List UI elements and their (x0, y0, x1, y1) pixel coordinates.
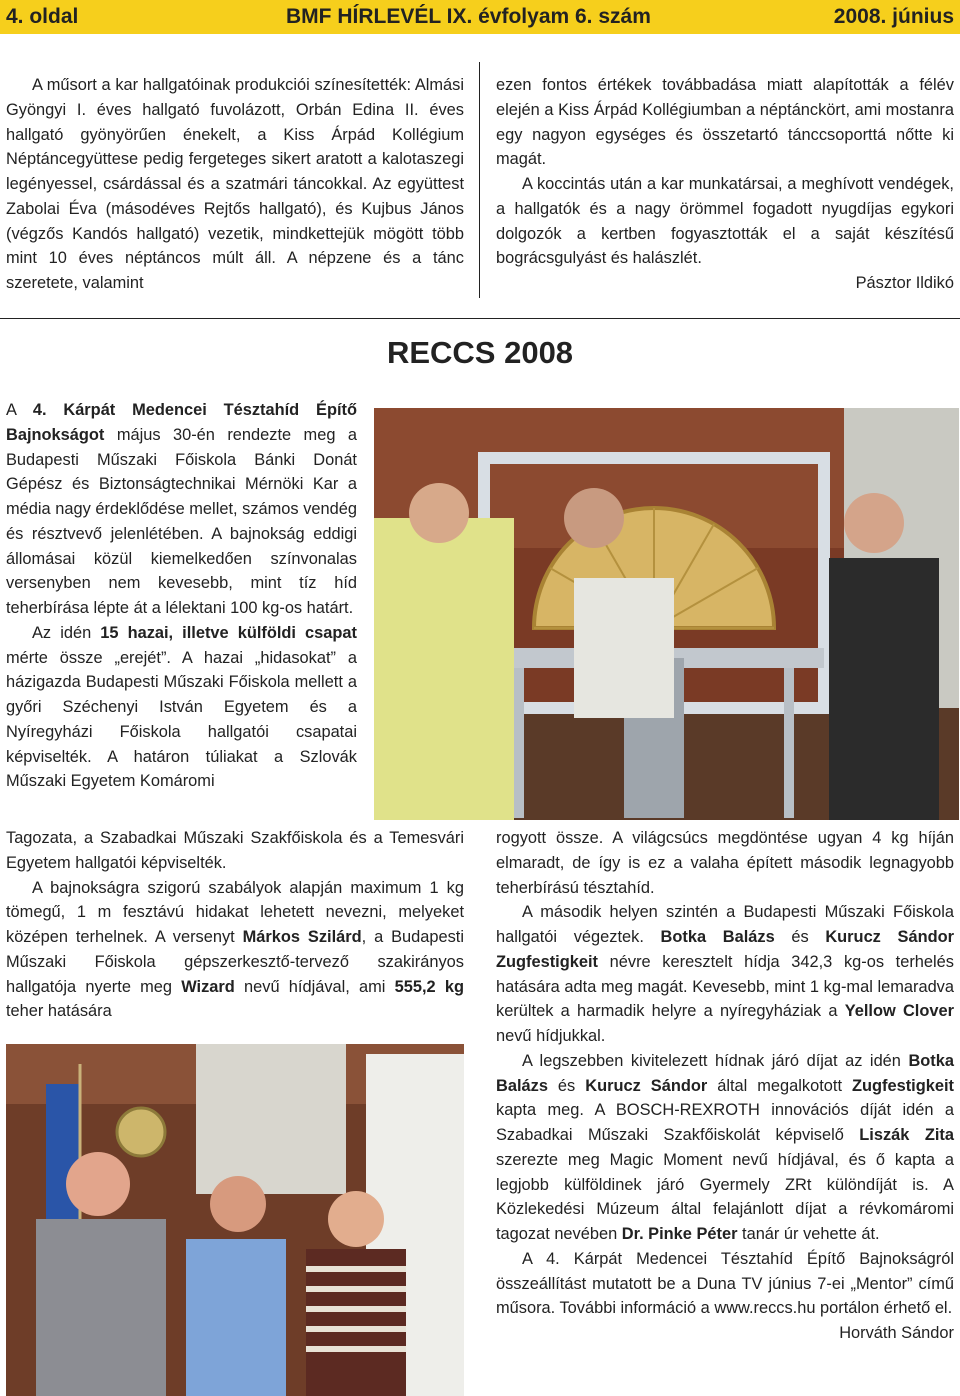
article1-paragraph: ezen fontos értékek továbbadása miatt alapították a félév elején a Kiss Árpád Kollégiumban a néptánckört, ami mostanra egy nagyon egységes és összetartó tánccsoporttá nőtte ki magát. (496, 76, 954, 169)
article1-left-column (6, 73, 464, 296)
article2-paragraph: rogyott össze. A világcsúcs megdöntése ugyan 4 kg híján elmaradt, de így is ez a valaha épített második legnagyobb teherbírású tésztahíd. (496, 829, 954, 897)
article2-author: Horváth Sándor (839, 1324, 954, 1342)
event-name: 4. Kárpát Medencei Tésztahíd Építő Bajnokságot (6, 401, 357, 444)
article2-paragraph: A 4. Kárpát Medencei Tésztahíd Építő Bajnokságot május 30-én rendezte meg a Budapesti Műszaki Főiskola Bánki Donát Gépész és Biztonságtechnikai Mérnöki Kar a média nagy érdeklődése mellet, számos vendég és résztvevő jelenlétében. A bajnokság eddigi állomásai közül kiemelkedően színvonalas versenyben nem kevesebb, mint tíz híd teherbírása lépte át a lélektani 100 kg-os határt. (6, 401, 357, 617)
article2-paragraph: A bajnokságra szigorú szabályok alapján maximum 1 kg tömegű, 1 m fesztávú hidakat lehetett nevezni, melyeket középen terhelnek. A versenyt Márkos Szilárd, a Budapesti Műszaki Főiskola gépszerkesztő-tervező szakirányos hallgatója nyerte meg Wizard nevű hídjával, ami 555,2 kg teher hatására (6, 878, 465, 1021)
section-divider (0, 318, 960, 319)
article1-author: Pásztor Ildikó (855, 274, 954, 292)
award-ceremony-photo (6, 1044, 464, 1396)
article1-right-column (496, 73, 954, 296)
column-divider (479, 62, 480, 298)
page-number: 4. oldal (6, 5, 79, 28)
article2-paragraph: Tagozata, a Szabadkai Műszaki Szakfőiskola és a Temesvári Egyetem hallgatói képviselték. (6, 829, 464, 872)
publication-title: BMF HÍRLEVÉL IX. évfolyam 6. szám (286, 5, 651, 28)
article2-right-column (496, 826, 954, 1346)
page-header (0, 0, 960, 34)
article2-paragraph: A legszebben kivitelezett hídnak járó díjat az idén Botka Balázs és Kurucz Sándor által megalkotott Zugfestigkeit kapta meg. A BOSCH-REXROTH innovációs díját idén a Szabadkai Műszaki Szakfőiskolát képviselő Liszák Zita szerezte meg Magic Moment nevű hídjával, és ő kapta a legjobb külföldinek járó Gyermely ZRt különdíját is. A Közlekedési Múzeum által felajánlott díjat a révkomáromi tagozat nevében Dr. Pinke Péter tanár úr vehette át. (496, 1051, 954, 1243)
article2-paragraph: Az idén 15 hazai, illetve külföldi csapat mérte össze „erejét”. A hazai „hidasokat” a házigazda Budapesti Műszaki Főiskola mellett a győri Széchenyi István Egyetem és a Nyíregyházi Főiskola hallgatói csapatai képviselték. A határon túliakat a Szlovák Műszaki Egyetem Komáromi (6, 623, 357, 791)
article2-left-continuation (6, 826, 464, 1024)
issue-date: 2008. június (833, 5, 954, 28)
article2-title: RECCS 2008 (386, 335, 574, 370)
article2-paragraph: A második helyen szintén a Budapesti Műszaki Főiskola hallgatói végeztek. Botka Balázs és Kurucz Sándor Zugfestigkeit névre keresztelt hídja 342,3 kg-os terhelés hatására adta meg magát. Kevesebb, mint 1 kg-mal lemaradva kerültek a harmadik helyre a nyíregyháziak a Yellow Clover nevű hídjukkal. (496, 903, 955, 1045)
article1-paragraph: A műsort a kar hallgatóinak produkciói színesítették: Almási Gyöngyi I. éves hallgató fuvolázott, Orbán Edina II. éves hallgató gyönyörűen énekelt, a Kiss Árpád Kollégium Néptáncegyüttese pedig fergeteges sikert aratott a kalotaszegi legényessel, csárdással és a szatmári táncokkal. Az együttest Zabolai Éva (másodéves Rejtős hallgató), és Kujbus János (végzős Kandós hallgató) vezetik, mindkettejük mögött több mint 10 éves néptáncos múlt áll. A népzene és a tánc szeretete, valamint (6, 76, 464, 292)
bridge-test-photo (374, 408, 959, 820)
article2-left-column (6, 398, 357, 794)
article1-paragraph: A koccintás után a kar munkatársai, a meghívott vendégek, a hallgatók és a nagy örömmel fogadott nyugdíjas egykori dolgozók a kertben fogyasztották el a saját készítésű bográcsgulyást és halászlét. (496, 175, 954, 268)
article2-paragraph: A 4. Kárpát Medencei Tésztahíd Építő Bajnokságról összeállítást mutatott be a Duna TV június 7-ei „Mentor” című műsora. További információ a www.reccs.hu portálon érhető el. (496, 1249, 954, 1318)
